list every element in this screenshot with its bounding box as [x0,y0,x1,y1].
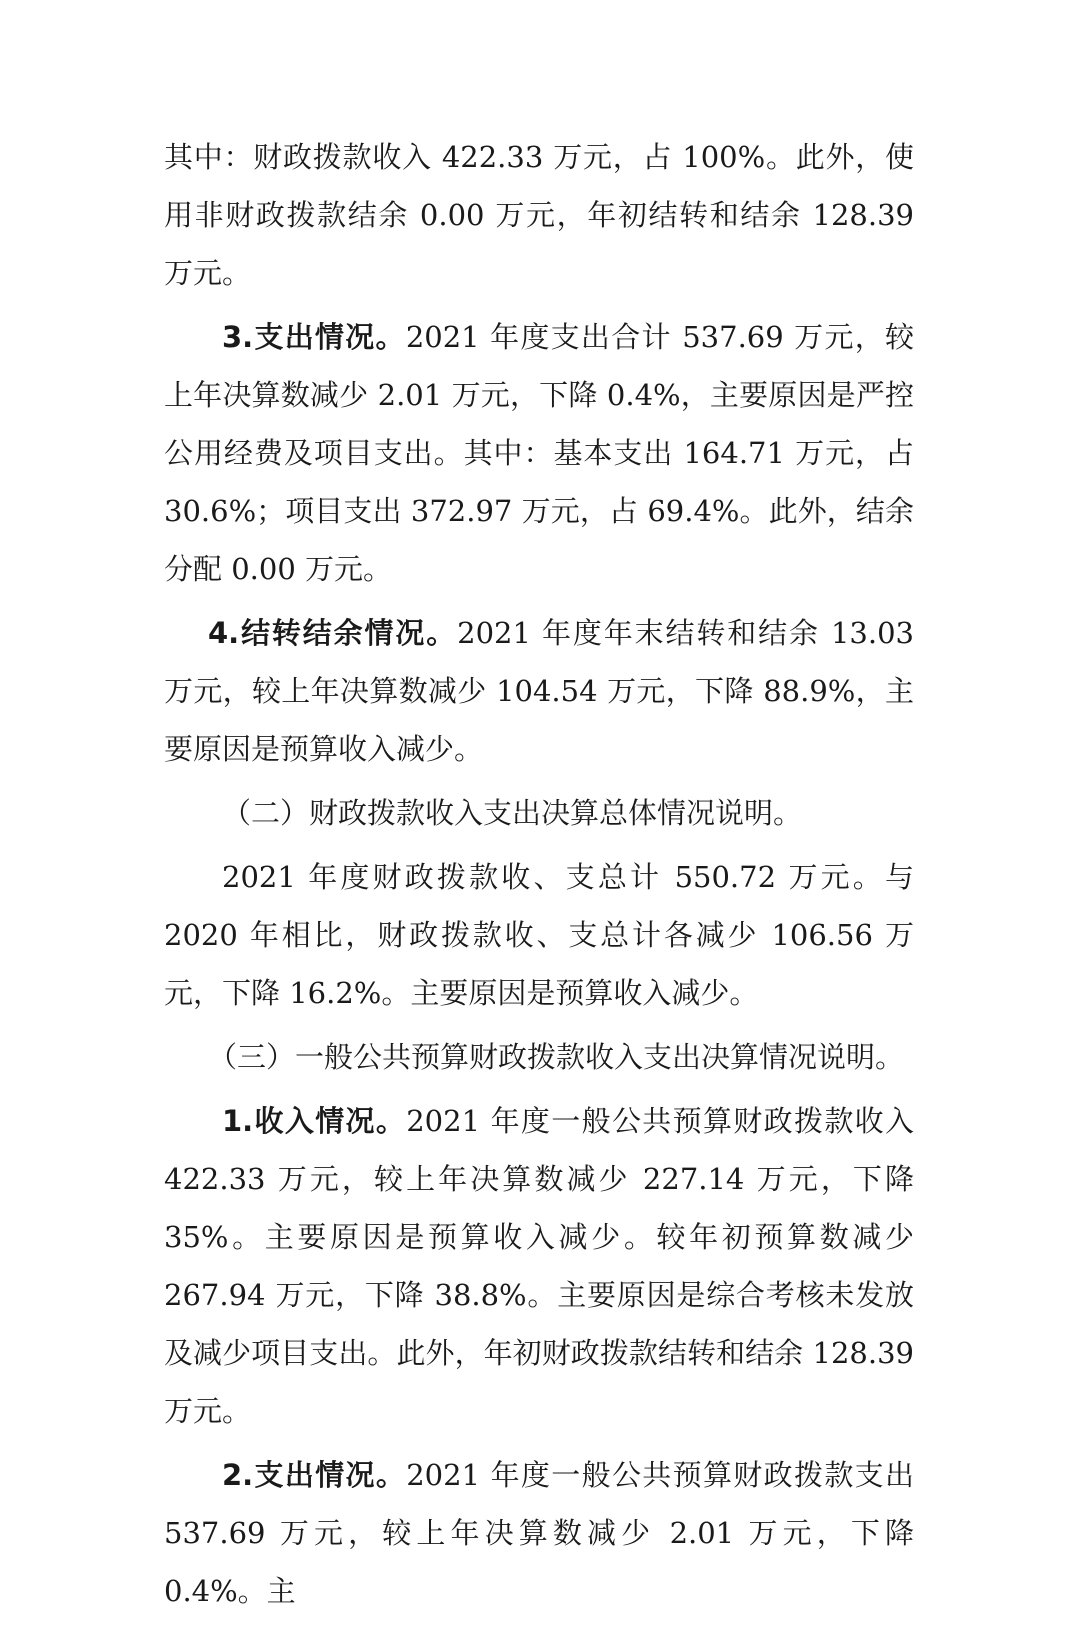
paragraph-text: 2021 年度年末结转和结余 13.03 万元，较上年决算数减少 104.54 万元，下降 88.9%，主要原因是预算收入减少。 [164,616,914,766]
paragraph-text: 2021 年度一般公共预算财政拨款收入 422.33 万元，较上年决算数减少 227.14 万元，下降 35%。主要原因是预算收入减少。较年初预算数减少 267.94 万元，下降 38.8%。主要原因是综合考核未发放及减少项目支出。此外，年初财政拨款结转和结余 128.39 万元。 [164,1104,914,1428]
paragraph-text: 2021 年度财政拨款收、支总计 550.72 万元。与 2020 年相比，财政拨款收、支总计各减少 106.56 万元，下降 16.2%。主要原因是预算收入减少。 [164,860,914,1010]
paragraph-text: 2021 年度一般公共预算财政拨款支出 537.69 万元，较上年决算数减少 2.01 万元，下降 0.4%。主 [164,1458,914,1608]
paragraph-text: 其中：财政拨款收入 422.33 万元，占 100%。此外，使用非财政拨款结余 0.00 万元，年初结转和结余 128.39 万元。 [164,140,914,290]
heading-text: （三）一般公共预算财政拨款收入支出决算情况说明。 [208,1040,905,1074]
section-heading-expenditure: 3.支出情况。 [222,320,406,354]
paragraph-general-income [164,1092,914,1440]
heading-text: （二）财政拨款收入支出决算总体情况说明。 [222,796,803,830]
section-heading-three [164,1028,914,1086]
paragraph-income-detail [164,128,914,302]
paragraph-expenditure [164,308,914,598]
section-heading-general-expenditure: 2.支出情况。 [222,1458,407,1492]
section-heading-income: 1.收入情况。 [222,1104,407,1138]
section-heading-carryover: 4.结转结余情况。 [208,616,458,650]
paragraph-fiscal-total [164,848,914,1022]
paragraph-text: 2021 年度支出合计 537.69 万元，较上年决算数减少 2.01 万元，下降 0.4%，主要原因是严控公用经费及项目支出。其中：基本支出 164.71 万元，占 30.6%；项目支出 372.97 万元，占 69.4%。此外，结余分配 0.00 万元。 [164,320,914,586]
document-body [164,128,914,1626]
paragraph-carryover [164,604,914,778]
section-heading-two [164,784,914,842]
paragraph-general-expenditure [164,1446,914,1620]
